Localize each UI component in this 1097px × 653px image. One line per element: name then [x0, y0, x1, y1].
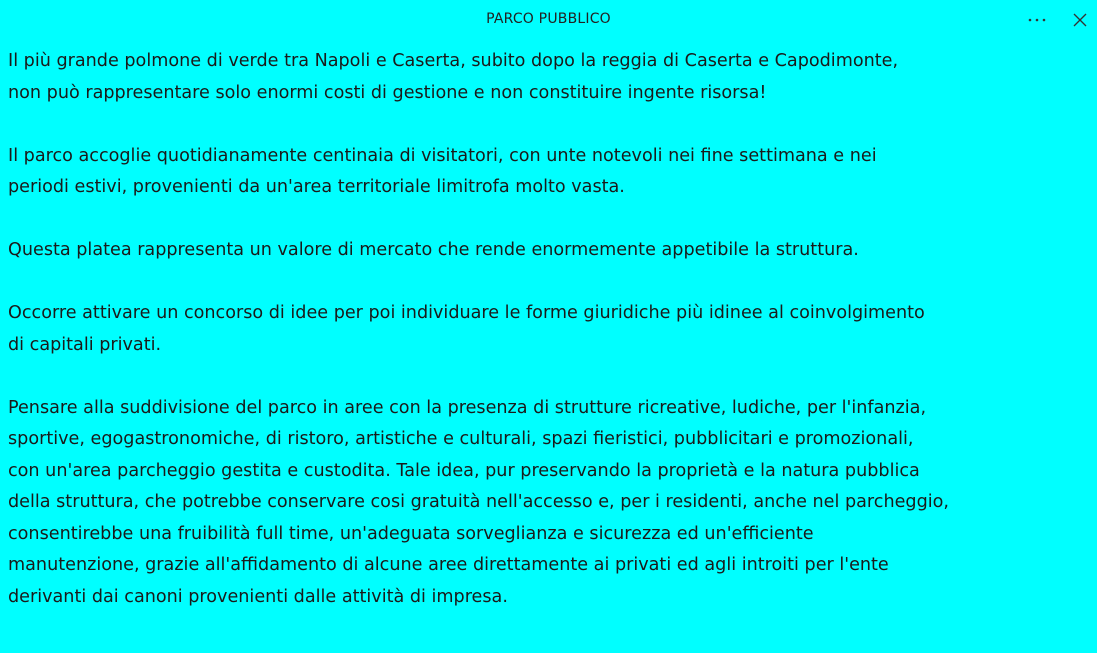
text-line: Questa platea rappresenta un valore di mercato che rende enormemente appetibile la struttura.	[8, 240, 859, 260]
text-line: della struttura, che potrebbe conservare cosi gratuità nell'accesso e, per i residenti, anche nel parcheggio,	[8, 492, 950, 512]
more-options-button[interactable]	[1022, 6, 1052, 34]
paragraph-5	[8, 393, 1090, 614]
text-line: manutenzione, grazie all'affidamento di alcune aree direttamente ai privati ed agli introiti per l'ente	[8, 555, 889, 575]
text-line: derivanti dai canoni provenienti dalle attività di impresa.	[8, 586, 508, 607]
window-title: PARCO PUBBLICO	[486, 11, 611, 27]
close-button[interactable]	[1065, 6, 1095, 34]
note-body[interactable]	[8, 46, 1090, 645]
paragraph-1	[8, 46, 1090, 109]
text-line: Pensare alla suddivisione del parco in aree con la presenza di strutture ricreative, ludiche, per l'infanzia,	[8, 397, 927, 418]
close-icon	[1073, 13, 1087, 27]
text-line: non può rappresentare solo enormi costi di gestione e non constituire ingente risorsa!	[8, 82, 767, 103]
paragraph-4	[8, 298, 1090, 361]
text-line: di capitali privati.	[8, 334, 162, 355]
text-line: Il parco accoglie quotidianamente centinaia di visitatori, con unte notevoli nei fine settimana e nei	[8, 145, 877, 166]
text-line: periodi estivi, provenienti da un'area territoriale limitrofa molto vasta.	[8, 177, 625, 197]
text-line: sportive, egogastronomiche, di ristoro, artistiche e culturali, spazi fieristici, pubblicitari e promozionali,	[8, 429, 914, 449]
paragraph-2	[8, 141, 1090, 204]
more-icon	[1027, 17, 1047, 23]
text-line: con un'area parcheggio gestita e custodita. Tale idea, pur preservando la proprietà e la natura pubblica	[8, 460, 920, 481]
text-line: consentirebbe una fruibilità full time, un'adeguata sorveglianza e sicurezza ed un'efficiente	[8, 523, 814, 544]
text-line: Il più grande polmone di verde tra Napoli e Caserta, subito dopo la reggia di Caserta e Capodimonte,	[8, 51, 899, 71]
paragraph-3	[8, 235, 1090, 267]
title-bar	[0, 0, 1097, 40]
text-line: Occorre attivare un concorso di idee per poi individuare le forme giuridiche più idinee al coinvolgimento	[8, 303, 925, 323]
